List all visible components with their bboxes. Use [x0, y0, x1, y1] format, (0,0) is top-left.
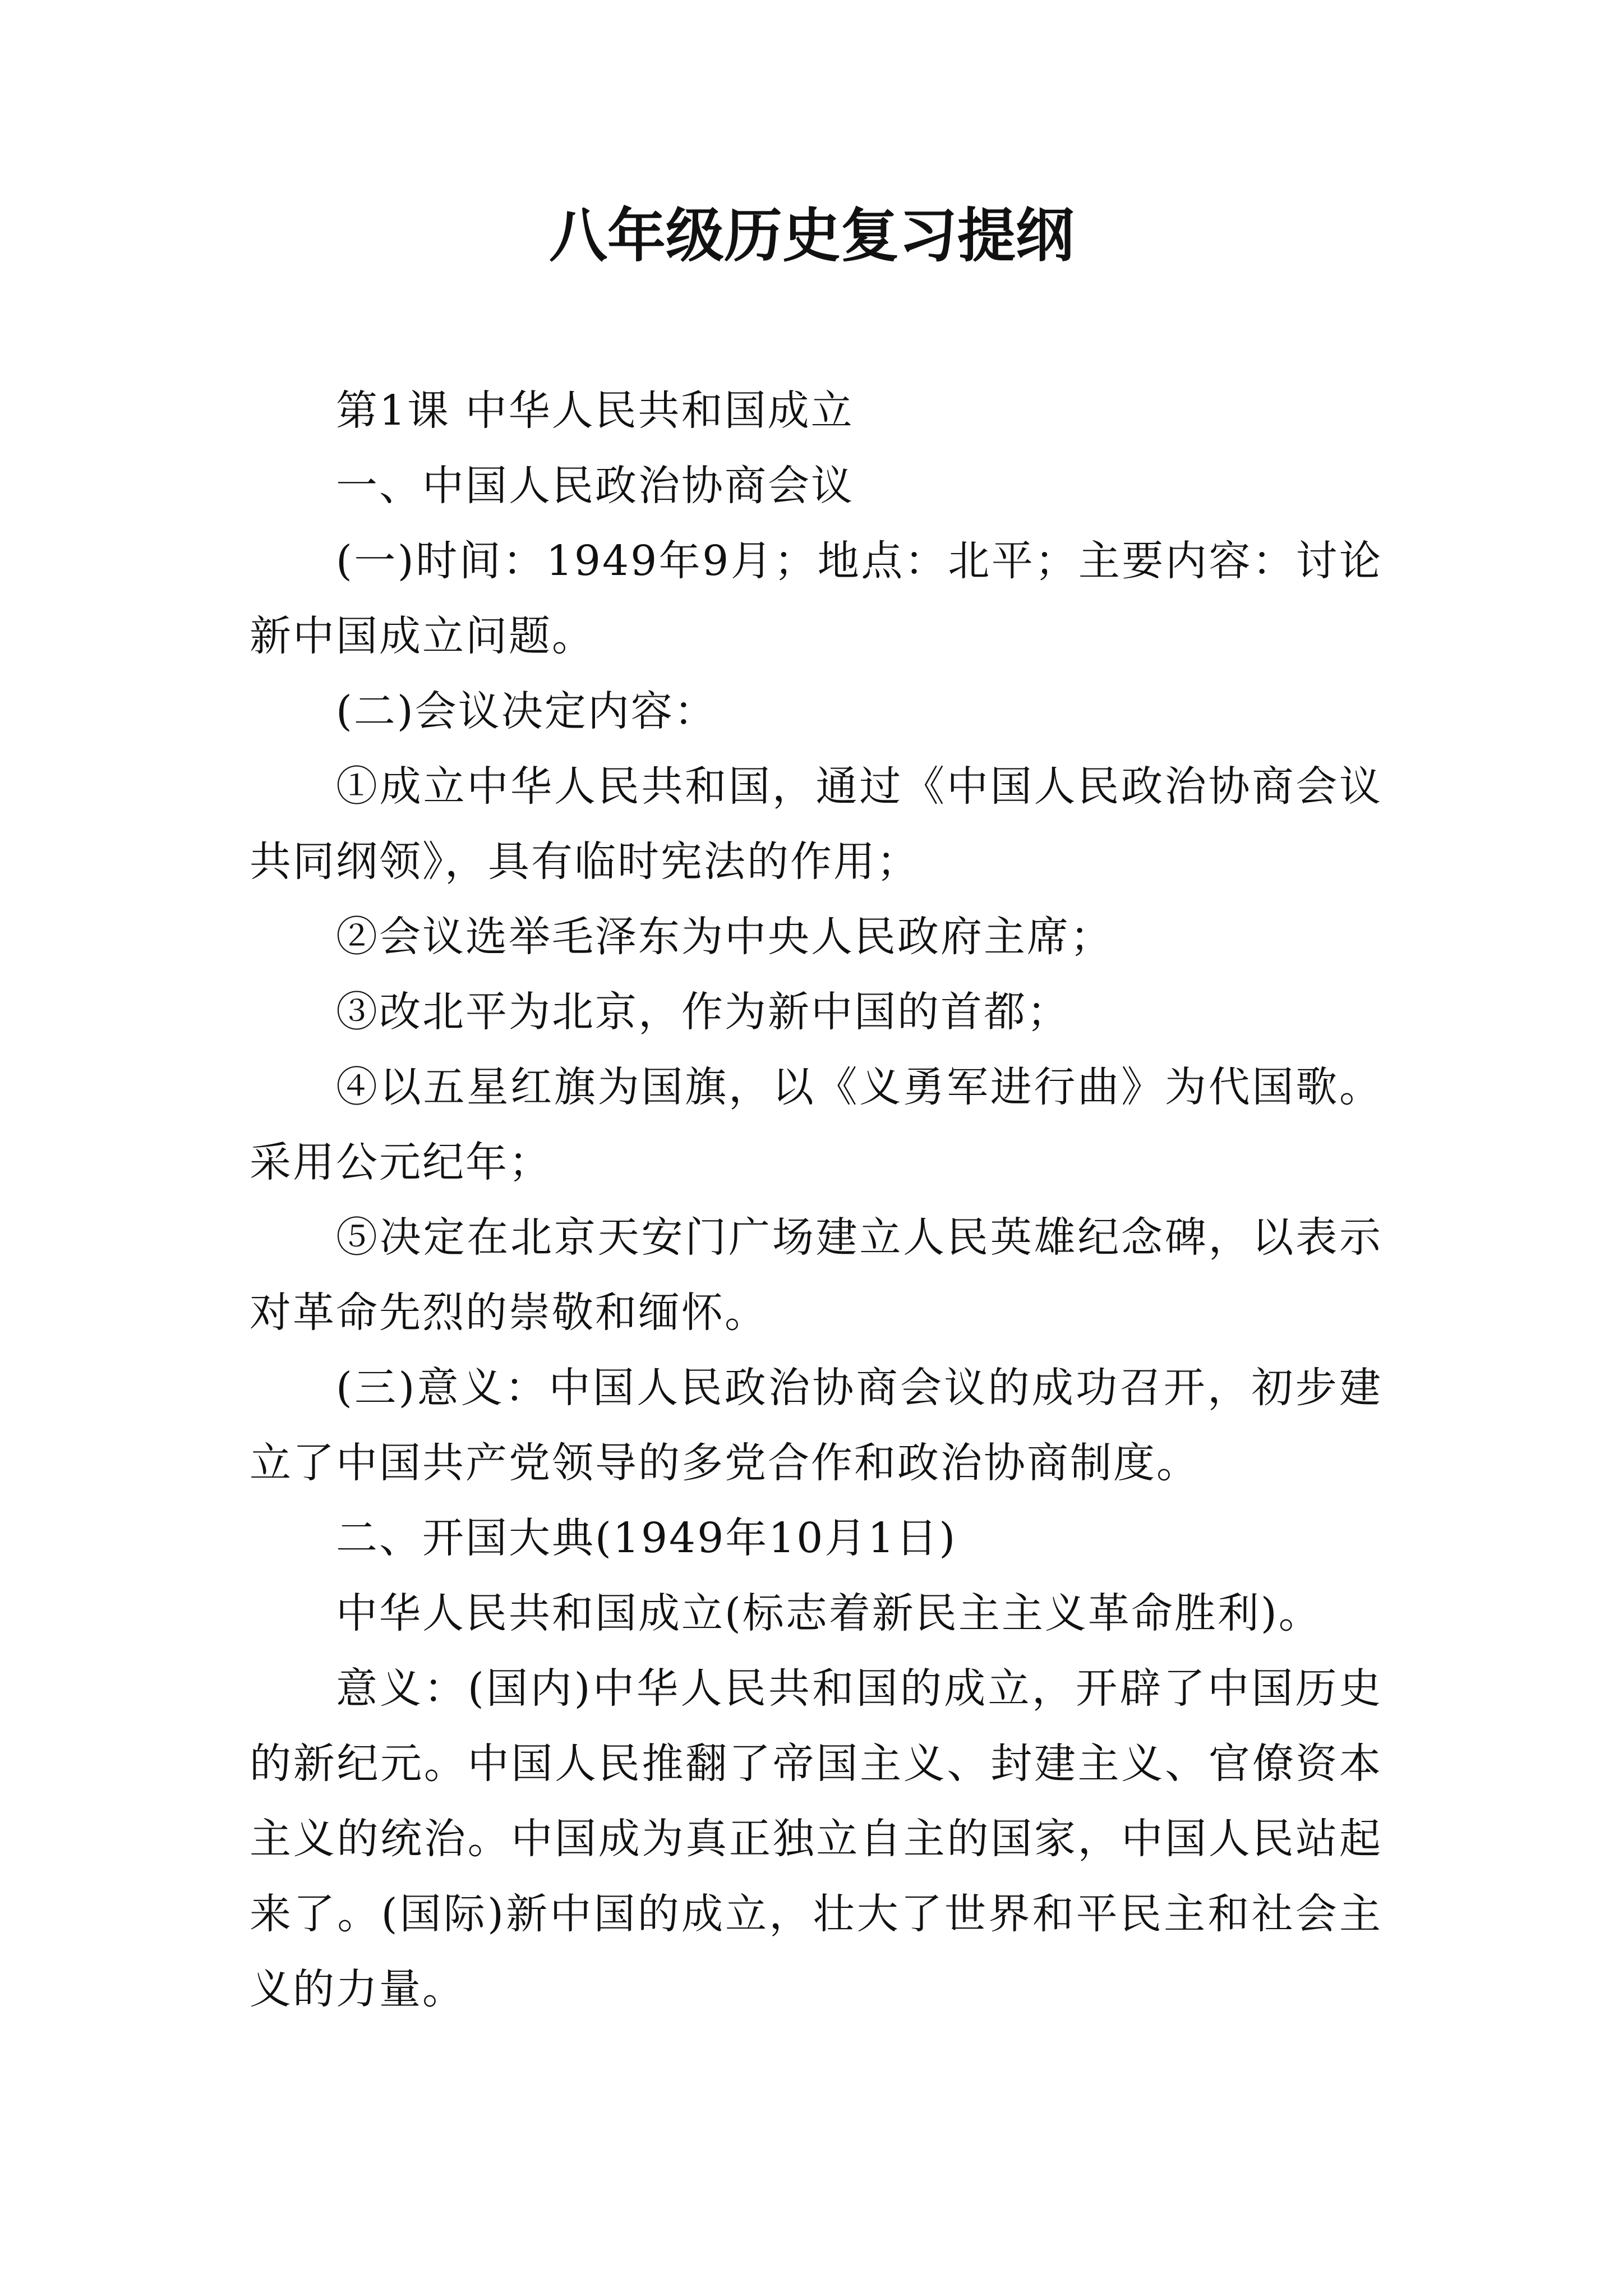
lesson-heading: 第1课 中华人民共和国成立	[336, 386, 854, 435]
section-heading-founding-ceremony: 二、开国大典(1949年10月1日)	[336, 1514, 957, 1562]
decision-item-2: ②会议选举毛泽东为中央人民政府主席；	[336, 913, 1113, 961]
paragraph-founding-significance: 意义：(国内)中华人民共和国的成立，开辟了中国历史的新纪元。中国人民推翻了帝国主义、封建主义、官僚资本主义的统治。中国成为真正独立自主的国家，中国人民站起来了。(国际)新中国的成立，壮大了世界和平民主和社会主义的力量。	[250, 1664, 1382, 2013]
decision-item-1: ①成立中华人民共和国，通过《中国人民政治协商会议共同纲领》，具有临时宪法的作用；	[250, 762, 1382, 886]
decision-item-4: ④以五星红旗为国旗，以《义勇军进行曲》为代国歌。采用公元纪年；	[250, 1063, 1382, 1186]
paragraph-significance: (三)意义：中国人民政治协商会议的成功召开，初步建立了中国共产党领导的多党合作和政治协商制度。	[250, 1364, 1382, 1487]
document-title: 八年级历史复习提纲	[548, 201, 1074, 270]
paragraph-time-place: (一)时间：1949年9月；地点：北平；主要内容：讨论新中国成立问题。	[250, 537, 1382, 660]
decision-item-5: ⑤决定在北京天安门广场建立人民英雄纪念碑，以表示对革命先烈的崇敬和缅怀。	[250, 1213, 1382, 1337]
decision-item-3: ③改北平为北京，作为新中国的首都；	[336, 988, 1070, 1036]
paragraph-decisions-heading: (二)会议决定内容：	[336, 687, 717, 735]
paragraph-founding: 中华人民共和国成立(标志着新民主主义革命胜利)。	[336, 1589, 1322, 1637]
document-body	[250, 373, 1382, 2027]
section-heading-cppcc: 一、中国人民政治协商会议	[336, 462, 854, 510]
